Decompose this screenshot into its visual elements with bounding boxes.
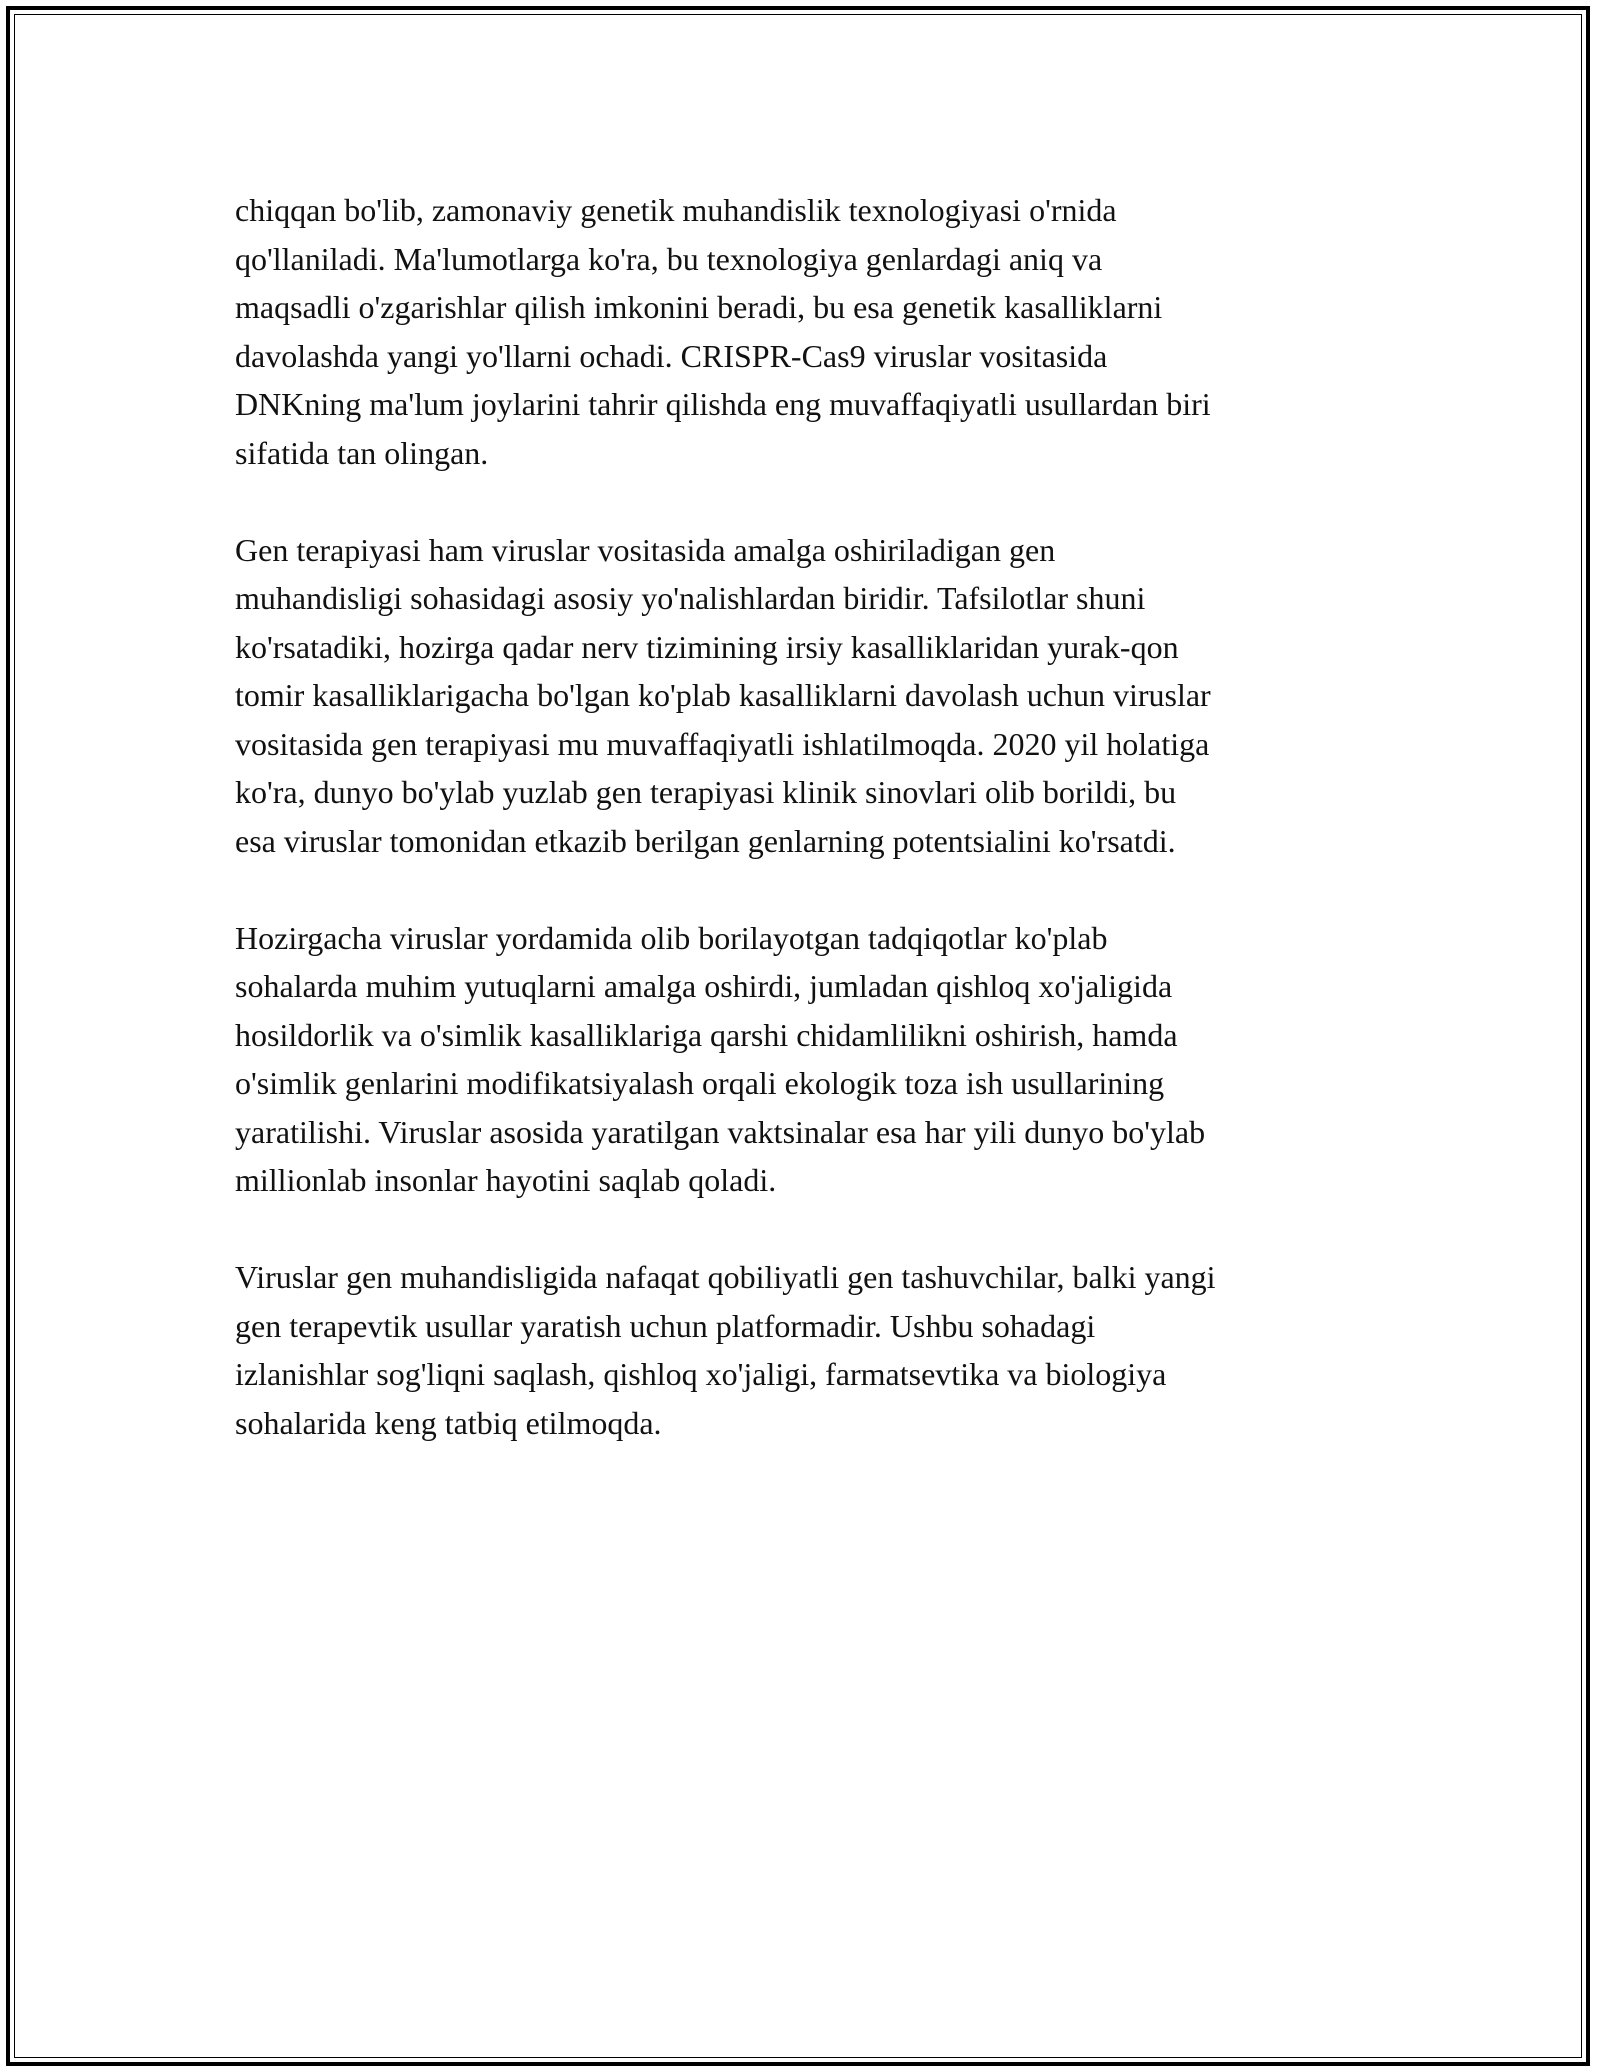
text-line: o'simlik genlarini modifikatsiyalash orqali ekologik toza ish usullarining — [235, 1065, 1165, 1101]
text-line: millionlab insonlar hayotini saqlab qoladi. — [235, 1162, 777, 1198]
text-line: Gen terapiyasi ham viruslar vositasida amalga oshiriladigan gen — [235, 531, 1056, 568]
text-line: sohalarda muhim yutuqlarni amalga oshirdi, jumladan qishloq xo'jaligida — [235, 968, 1173, 1004]
text-line: maqsadli o'zgarishlar qilish imkonini beradi, bu esa genetik kasalliklarni — [235, 289, 1163, 325]
text-line: vositasida gen terapiyasi mu muvaffaqiyatli ishlatilmoqda. 2020 yil holatiga — [235, 725, 1210, 762]
text-line: ko'rsatadiki, hozirga qadar nerv tizimining irsiy kasalliklaridan yurak-qon — [235, 628, 1179, 665]
text-line: sifatida tan olingan. — [235, 434, 489, 471]
text-line: DNKning ma'lum joylarini tahrir qilishda eng muvaffaqiyatli usullardan biri — [235, 386, 1211, 422]
text-line: qo'llaniladi. Ma'lumotlarga ko'ra, bu texnologiya genlardagi aniq va — [235, 240, 1103, 277]
document-body — [235, 186, 1380, 1496]
text-line: tomir kasalliklarigacha bo'lgan ko'plab kasalliklarni davolash uchun viruslar — [235, 677, 1211, 713]
paragraph-gene-therapy — [235, 526, 1380, 866]
text-line: gen terapevtik usullar yaratish uchun platformadir. Ushbu sohadagi — [235, 1307, 1096, 1344]
text-line: sohalarida keng tatbiq etilmoqda. — [235, 1404, 662, 1441]
paragraph-achievements — [235, 914, 1380, 1205]
paragraph-crispr — [235, 186, 1380, 477]
text-line: ko'ra, dunyo bo'ylab yuzlab gen terapiyasi klinik sinovlari olib borildi, bu — [235, 774, 1177, 810]
text-line: esa viruslar tomonidan etkazib berilgan genlarning potentsialini ko'rsatdi. — [235, 822, 1176, 859]
text-line: izlanishlar sog'liqni saqlash, qishloq xo'jaligi, farmatsevtika va biologiya — [235, 1356, 1167, 1392]
text-line: Hozirgacha viruslar yordamida olib borilayotgan tadqiqotlar ko'plab — [235, 919, 1108, 956]
text-line: hosildorlik va o'simlik kasalliklariga qarshi chidamlilikni oshirish, hamda — [235, 1016, 1178, 1053]
text-line: davolashda yangi yo'llarni ochadi. CRISPR-Cas9 viruslar vositasida — [235, 337, 1108, 374]
text-line: chiqqan bo'lib, zamonaviy genetik muhandislik texnologiyasi o'rnida — [235, 192, 1117, 228]
paragraph-conclusion — [235, 1253, 1380, 1447]
text-line: yaratilishi. Viruslar asosida yaratilgan vaktsinalar esa har yili dunyo bo'ylab — [235, 1113, 1206, 1150]
text-line: muhandisligi sohasidagi asosiy yo'nalishlardan biridir. Tafsilotlar shuni — [235, 580, 1146, 616]
text-line: Viruslar gen muhandisligida nafaqat qobiliyatli gen tashuvchilar, balki yangi — [235, 1259, 1216, 1295]
